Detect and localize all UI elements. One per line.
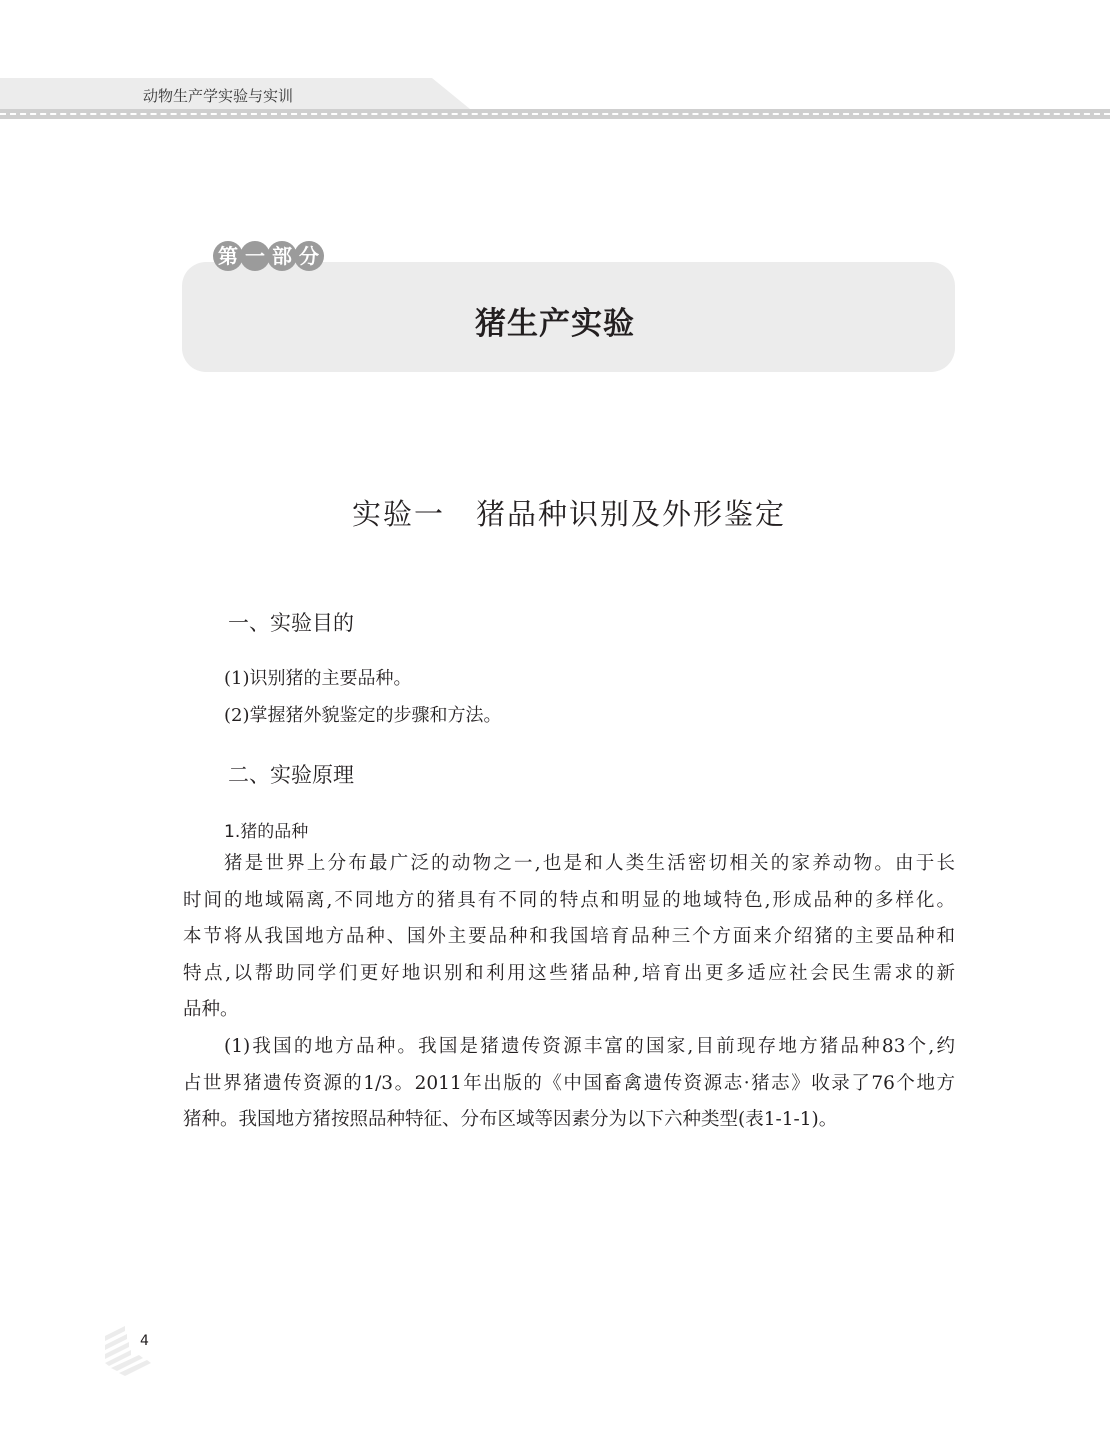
part-badge-char: 分: [294, 241, 324, 271]
text-line: 特点,以帮助同学们更好地识别和利用这些猪品种,培育出更多适应社会民生需求的新: [183, 962, 955, 984]
section-heading: 二、实验原理: [228, 763, 354, 787]
part-badge-char: 第: [213, 241, 243, 271]
part-title: 猪生产实验: [475, 306, 635, 342]
header-dashed-rule: [0, 113, 1110, 115]
paragraph: [183, 1029, 955, 1139]
text-line: 本节将从我国地方品种、国外主要品种和我国培育品种三个方面来介绍猪的主要品种和: [183, 926, 955, 947]
text-line: 猪种。我国地方猪按照品种特征、分布区域等因素分为以下六种类型(表1-1-1)。: [183, 1109, 838, 1130]
part-badge-char: 一: [240, 241, 270, 271]
page-number: 4: [140, 1333, 149, 1349]
text-line: 时间的地域隔离,不同地方的猪具有不同的特点和明显的地域特色,形成品种的多样化。: [183, 889, 955, 911]
text-line: 猪是世界上分布最广泛的动物之一,也是和人类生活密切相关的家养动物。由于长: [224, 853, 955, 874]
part-badge-char: 部: [267, 241, 297, 271]
section-heading: 一、实验目的: [228, 611, 354, 635]
page-corner-stripes-icon: [103, 1322, 153, 1378]
running-header-title: 动物生产学实验与实训: [143, 87, 294, 105]
text-line: (1)我国的地方品种。我国是猪遗传资源丰富的国家,目前现存地方猪品种83个,约: [224, 1036, 955, 1057]
text-line: 占世界猪遗传资源的1/3。2011年出版的《中国畜禽遗传资源志·猪志》收录了76个地方: [183, 1072, 955, 1094]
experiment-title: 实验一 猪品种识别及外形鉴定: [351, 497, 786, 531]
list-item: (1)识别猪的主要品种。: [224, 668, 412, 689]
subsection-heading: 1.猪的品种: [224, 822, 309, 842]
paragraph: [183, 846, 955, 1029]
list-item: (2)掌握猪外貌鉴定的步骤和方法。: [224, 705, 502, 726]
part-badge: [213, 241, 321, 271]
text-line: 品种。: [183, 999, 239, 1020]
